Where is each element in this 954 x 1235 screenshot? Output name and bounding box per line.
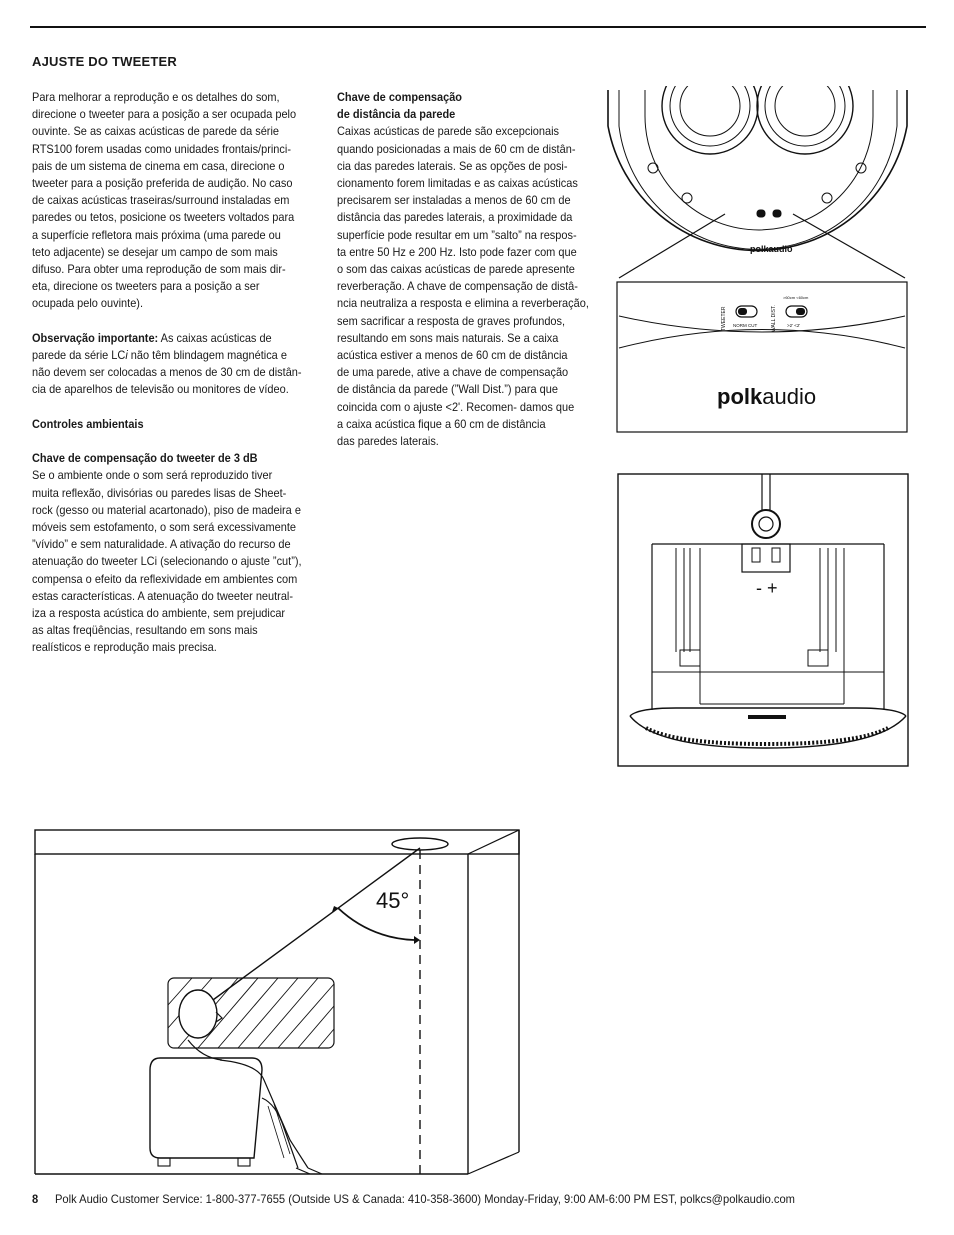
- note-text-a: As caixas acústicas de parede da série LC: [32, 330, 272, 363]
- switch-panel-figure: [605, 86, 915, 436]
- wall-paragraph: Caixas acústicas de parede são excepcionais quando posicionadas a mais de 60 cm de distân- cia das paredes laterais. Se as opções de posi- cionamento forem limitadas e as caixas acústicas precisarem ser instaladas a menos de 60 cm de distância das paredes laterais, a proximidade da superfície pode resultar em um ”salto” na respos- ta entre 50 Hz e 200 Hz. Isto pode fazer com que o som das caixas acústicas de parede apresente reverberação. A chave de compensação de distâ- ncia neutraliza a resposta e elimina a reverberação, sem sacrificar a resposta de graves profundos, resultando em sons mais naturais. Se a caixa acústica estiver a menos de 60 cm de distância de uma parede, ative a chave de compensação de distância da parede (”Wall Dist.”) para que coincida com o ajuste <2'. Recomen- damos que a caixa acústica fique a 60 cm de distância das paredes laterais.: [337, 124, 589, 449]
- note-label: Observação importante:: [32, 330, 159, 345]
- polarity-label: - +: [756, 578, 778, 598]
- installation-figure: [616, 472, 912, 770]
- wall-dist-top: >60cm <60cm: [783, 295, 809, 300]
- room-figure: [32, 828, 524, 1178]
- tweeter-paragraph: Se o ambiente onde o som será reproduzido tiver muita reflexão, divisórias ou paredes lisas de Sheet- rock (gesso ou material acartonado), piso de madeira e móveis sem estofamento, o som será excessivamente ”vívido” e sem naturalidade. A ativação do recurso de atenuação do tweeter LCi (selecionando o ajuste ”cut”), compensa o efeito da reflexividade em ambientes com estas características. A atenuação do tweeter neutral- iza a resposta acústica do ambiente, sem prejudicar as altas freqüências, resultando em sons mais realísticos e reprodução mais precisa.: [32, 468, 302, 655]
- grille-logo: polkaudio: [750, 244, 793, 254]
- tweeter-label: TWEETER: [721, 306, 727, 331]
- column-left: [32, 89, 311, 674]
- column-middle: [337, 89, 602, 467]
- note-italic-i: i: [125, 348, 128, 363]
- tweeter-options: NORM CUT: [733, 323, 758, 328]
- top-rule: [30, 26, 926, 28]
- wall-dist-options: >2' <2': [787, 323, 801, 328]
- brand-logo: polkaudio: [717, 384, 817, 409]
- page-footer: [32, 1192, 795, 1206]
- footer-contact: Polk Audio Customer Service: 1-800-377-7655 (Outside US & Canada: 410-358-3600) Monday-Friday, 9:00 AM-6:00 PM EST, polkcs@polkaudio.com: [54, 1192, 795, 1206]
- intro-paragraph: Para melhorar a reprodução e os detalhes do som, direcione o tweeter para a posição a ser ocupada pelo ouvinte. Se as caixas acústicas de parede da série RTS100 forem usadas como unidades frontais/princi- pais de um sistema de cinema em casa, direcione o tweeter para a posição preferida de audição. No caso de caixas acústicas traseiras/surround instaladas em paredes ou tetos, posicione os tweeters voltados para a superfície refletora mais próxima (uma parede ou teto adjacente) se desejar um campo de som mais difuso. Para obter uma reprodução de som mais dir- eta, direcione os tweeters para a posição a ser ocupada pelo ouvinte).: [32, 90, 297, 311]
- note-text-b: não têm blindagem magnética e não devem ser colocadas a menos de 30 cm de distân- cia de aparelhos de televisão ou monitores de vídeo.: [32, 348, 302, 397]
- wall-heading: Chave de compensação de distância da parede: [337, 90, 463, 122]
- controls-heading: Controles ambientais: [32, 416, 144, 431]
- note-paragraph: [32, 330, 311, 399]
- wall-dist-label: WALL DIST.: [771, 305, 777, 332]
- grille-badge: [748, 715, 786, 719]
- page-number: 8: [32, 1192, 39, 1206]
- tweeter-heading: Chave de compensação do tweeter de 3 dB: [32, 451, 258, 466]
- angle-label: 45°: [376, 888, 410, 913]
- section-title: AJUSTE DO TWEETER: [32, 54, 177, 69]
